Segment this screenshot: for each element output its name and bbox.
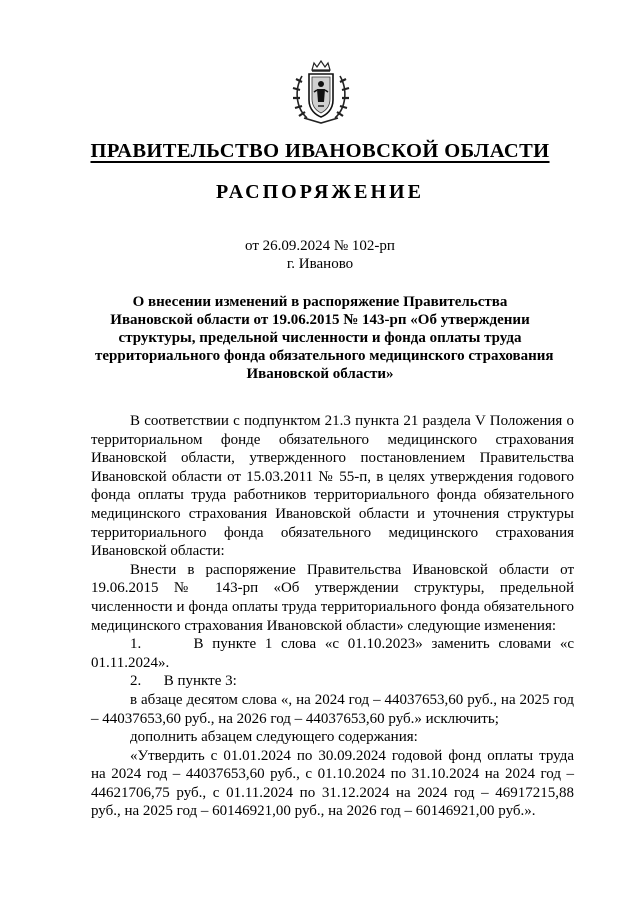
subject-line: территориального фонда обязательного медицинского страхования: [95, 348, 554, 364]
paragraph-preamble: В соответствии с подпунктом 21.3 пункта 21 раздела V Положения о территориальном фонде обязательного медицинского страхования Ивановской области, утвержденного постановлением Правительства Ивановской области от 15.03.2011 № 55-п, в целях утверждения годового фонда оплаты труда работников территориального фонда обязательного медицинского страхования Ивановской области и уточнения структуры территориального фонда обязательного медицинского страхования Ивановской области:: [91, 413, 574, 560]
document-subject: [95, 293, 554, 383]
document-city: г. Иваново: [286, 256, 354, 272]
subject-line: О внесении изменений в распоряжение Правительства: [132, 294, 508, 310]
subject-line: Ивановской области от 19.06.2015 № 143-рп «Об утверждении: [110, 312, 530, 328]
government-title: ПРАВИТЕЛЬСТВО ИВАНОВСКОЙ ОБЛАСТИ: [90, 140, 550, 162]
paragraph-new-text: «Утвердить с 01.01.2024 по 30.09.2024 годовой фонд оплаты труда на 2024 год – 44037653,60 руб., с 01.10.2024 по 31.10.2024 на 2024 год – 44621706,75 руб., с 01.11.2024 по 31.12.2024 на 2024 год – 46917215,88 руб., на 2025 год – 60146921,00 руб., на 2026 год – 60146921,00 руб.».: [91, 747, 574, 820]
coat-of-arms-icon: [290, 60, 352, 126]
paragraph-add-intro: дополнить абзацем следующего содержания:: [130, 729, 418, 746]
paragraph-amend-intro: Внести в распоряжение Правительства Ивановской области от 19.06.2015 № 143-рп «Об утверждении структуры, предельной численности и фонда оплаты труда территориального фонда обязательного медицинского страхования Ивановской области» следующие изменения:: [91, 561, 574, 634]
subject-line: структуры, предельной численности и фонда оплаты труда: [118, 330, 522, 346]
document-type: РАСПОРЯЖЕНИЕ: [216, 181, 424, 203]
subject-line: Ивановской области»: [246, 366, 394, 382]
document-date-number: от 26.09.2024 № 102-рп: [245, 238, 395, 254]
paragraph-exclude: в абзаце десятом слова «, на 2024 год – 44037653,60 руб., на 2025 год – 44037653,60 руб., на 2026 год – 44037653,60 руб.» исключить;: [91, 691, 574, 727]
paragraph-item-1: 1. В пункте 1 слова «с 01.10.2023» заменить словами «с 01.11.2024».: [91, 636, 574, 671]
document-body: [91, 412, 574, 821]
paragraph-item-2: 2. В пункте 3:: [130, 673, 237, 690]
